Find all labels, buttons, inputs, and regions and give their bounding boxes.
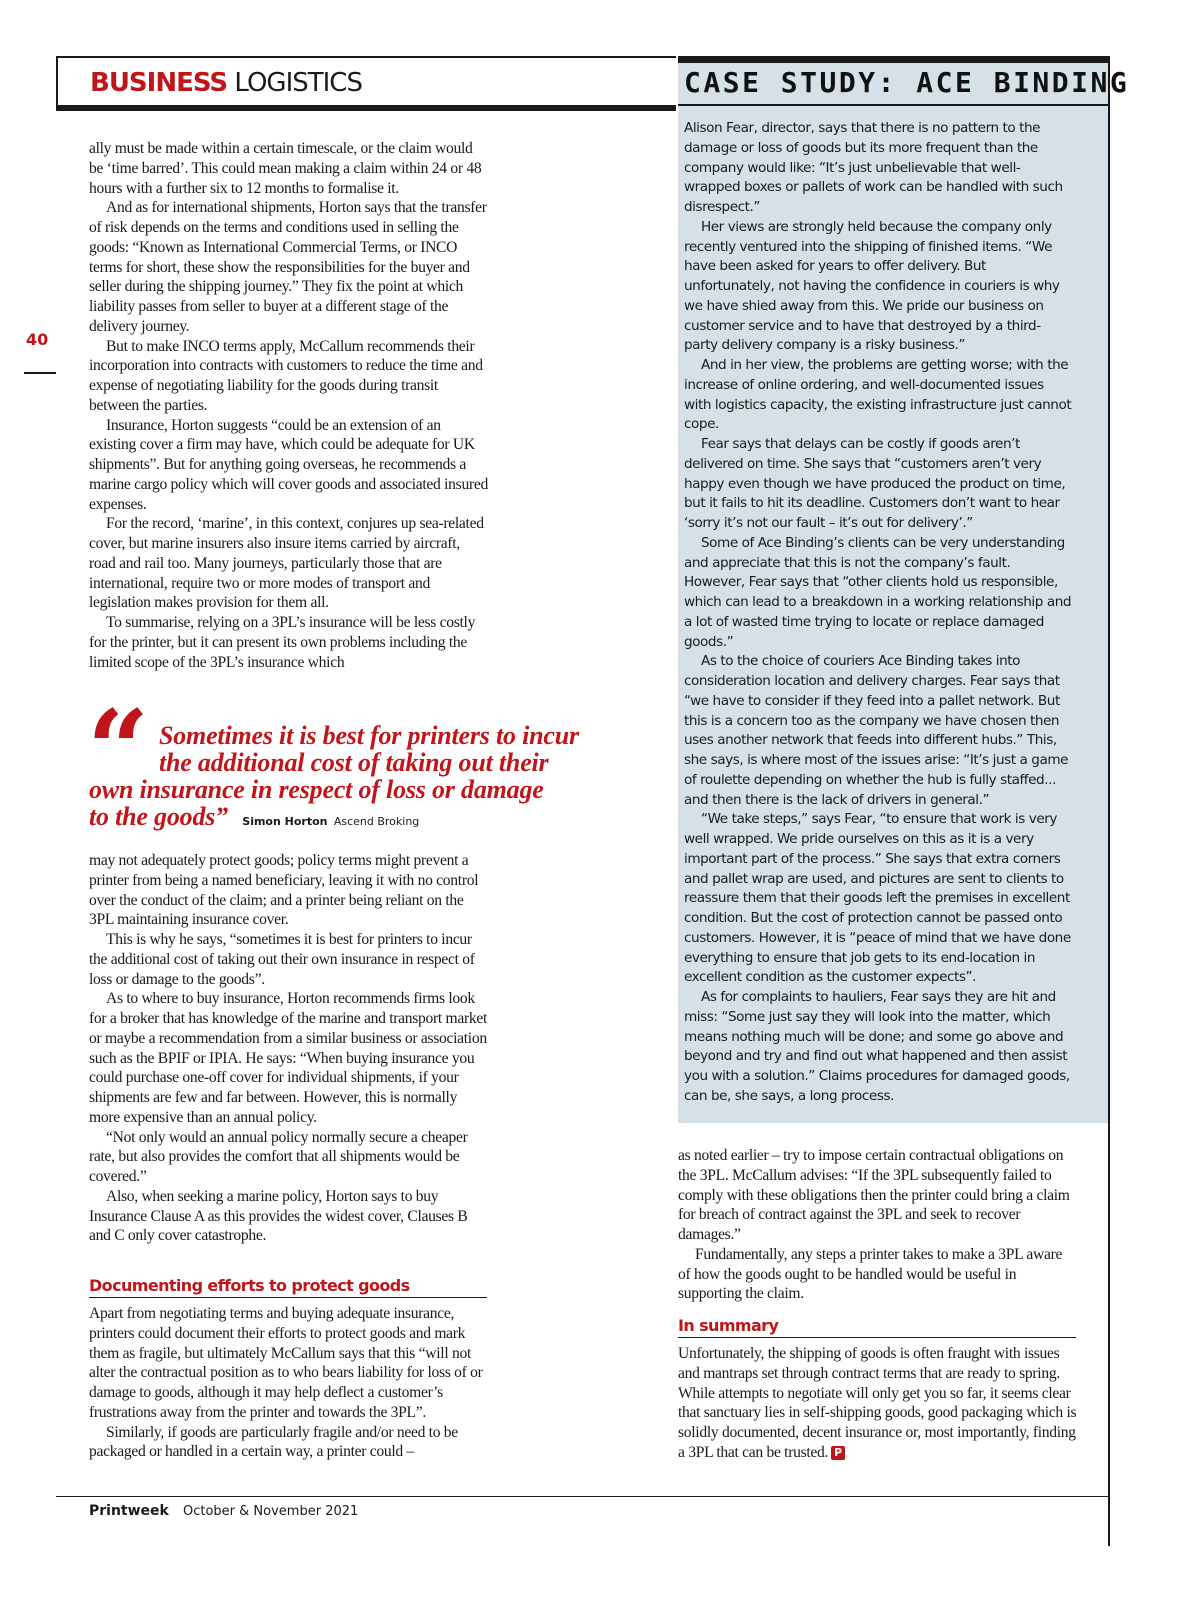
header-bottom-rule — [56, 105, 676, 111]
paragraph: as noted earlier – try to impose certain contractual obligations on the 3PL. McCallum advises: “If the 3PL subsequently failed to comply with these obligations then the printer could bring a claim for breach of contract against the 3PL and seek to recover damages.” — [678, 1147, 1070, 1243]
summary-text: Unfortunately, the shipping of goods is often fraught with issues and mantraps set through contract terms that are ready to spring. While attempts to negotiate will only get you so far, it seems clear that sanctuary lies in self-shipping goods, good packaging which is solidly documented, decent insurance or, most importantly, finding a 3PL that can be trusted. — [678, 1345, 1077, 1461]
section-header — [90, 66, 362, 100]
case-paragraph: Her views are strongly held because the company only recently ventured into the shipping of finished items. “We have been asked for years to offer delivery. But unfortunately, not having the confidence in couriers is why we have shied away from this. We pride our business on customer service and to have that destroyed by a third-party delivery company is a risky business.” — [684, 218, 1060, 354]
quote-author: Simon Horton — [242, 815, 328, 828]
case-study-body — [684, 119, 1074, 1107]
footer-date: October & November 2021 — [183, 1504, 359, 1519]
article-column-right-bottom — [678, 1146, 1078, 1304]
article-column-right-end — [678, 1344, 1078, 1463]
case-study-top-bar — [678, 56, 1110, 63]
paragraph: For the record, ‘marine’, in this context, conjures up sea-related cover, but marine insurers also insure items carried by aircraft, road and rail too. Many journeys, particularly those that are international, require two or more modes of transport and legislation makes provision for them all. — [89, 515, 484, 612]
paragraph: ally must be made within a certain timescale, or the claim would be ‘time barred’. This could mean making a claim within 24 or 48 hours with a further six to 12 months to formalise it. — [89, 140, 482, 197]
paragraph: Also, when seeking a marine policy, Horton says to buy Insurance Clause A as this provides the widest cover, Clauses B and C only cover catastrophe. — [89, 1187, 468, 1245]
paragraph: Insurance, Horton suggests “could be an extension of an existing cover a firm may have, which could be adequate for UK shipments”. But for anything going overseas, he recommends a marine cargo policy which will cover goods and associated insured expenses. — [89, 416, 488, 513]
subheading-summary: In summary — [678, 1316, 1076, 1338]
footer-rule — [56, 1496, 1110, 1497]
folio-tick — [24, 372, 56, 374]
paragraph: As to where to buy insurance, Horton recommends firms look for a broker that has knowledge of the marine and transport market or maybe a recommendation from a similar business or association such as the BPIF or IPIA. He says: “When buying insurance you could purchase one-off cover for individual shipments, if your shipments are few and far between. However, this is normally more expensive than an annual policy. — [89, 990, 488, 1126]
section-name: BUSINESS — [90, 68, 228, 98]
pull-quote — [87, 687, 669, 835]
footer-brand: Printweek — [89, 1503, 169, 1519]
case-paragraph: Some of Ace Binding’s clients can be very understanding and appreciate that this is not the company’s fault. However, Fear says that “other clients hold us responsible, which can lead to a breakdown in a working relationship and a lot of wasted time trying to locate or replace damaged goods.” — [684, 534, 1072, 650]
quote-mark-icon: “ — [87, 687, 150, 813]
case-paragraph: As for complaints to hauliers, Fear says they are hit and miss: “Some just say they will look into the matter, which means nothing much will be done; and some go above and beyond and try and find out what happened and then assist you with a solution.” Claims procedures for damaged goods, can be, she says, a long process. — [684, 989, 1070, 1104]
pull-quote-line: Sometimes it is best for printers to incur — [159, 721, 579, 750]
paragraph: may not adequately protect goods; policy terms might prevent a printer from being a named beneficiary, leaving it with no control over the conduct of the claim; and a printer being reliant on the 3PL maintaining insurance cover. — [89, 852, 479, 929]
case-study-title-rule — [678, 104, 1108, 106]
subheading-documenting: Documenting efforts to protect goods — [89, 1276, 487, 1298]
summary-paragraph — [678, 1344, 1078, 1463]
paragraph: And as for international shipments, Horton says that the transfer of risk depends on the terms and conditions used in selling the goods: “Known as International Commercial Terms, or INCO terms for short, these show the responsibilities for the buyer and seller during the shipping journey.” They fix the point at which liability passes from seller to buyer at a different stage of the delivery journey. — [89, 199, 487, 335]
pull-quote-line: the additional cost of taking out their — [159, 748, 549, 777]
pull-quote-line: own insurance in respect of loss or damage — [89, 775, 544, 804]
paragraph: Apart from negotiating terms and buying adequate insurance, printers could document their efforts to protect goods and mark them as fragile, but ultimately McCallum says that this “will not alter the contractual position as to who bears liability for loss of or damage to goods, although it may help deflect a customer’s frustrations away from the printer and towards the 3PL”. — [89, 1305, 483, 1421]
case-paragraph: “We take steps,” says Fear, “to ensure that work is very well wrapped. We pride ourselves on this as it is a very important part of the process.” She says that extra corners and pallet wrap are used, and pictures are sent to clients to reassure them that their goods left the premises in excellent condition. But the cost of protection cannot be passed onto customers. However, it is “peace of mind that we have done everything to ensure that job gets to its end-location in excellent condition as the customer expects”. — [684, 811, 1071, 986]
header-top-rule — [56, 56, 676, 58]
article-column-left-bottom — [89, 851, 489, 1246]
quote-organisation: Ascend Broking — [333, 815, 420, 828]
page-number: 40 — [26, 330, 49, 349]
paragraph: This is why he says, “sometimes it is best for printers to incur the additional cost of taking out their own insurance in respect of loss or damage to the goods”. — [89, 931, 475, 988]
case-paragraph: Alison Fear, director, says that there is no pattern to the damage or loss of goods but its more frequent than the company would like: “It’s just unbelievable that well-wrapped boxes or pallets of work can be handled with such disrespect.” — [684, 120, 1063, 215]
section-subname: LOGISTICS — [234, 68, 362, 98]
case-paragraph: As to the choice of couriers Ace Binding takes into consideration location and delivery charges. Fear says that “we have to consider if they feed into a pallet network. But this is a concern too as the company we have chosen then uses another network that feeds into different hubs.” This, she says, is where most of the issues arise: “It’s just a game of roulette depending on whether the hub is fully staffed... and then there is the lack of drivers in general.” — [684, 653, 1069, 808]
paragraph: Fundamentally, any steps a printer takes to make a 3PL aware of how the goods ought to be handled would be useful in supporting the claim. — [678, 1245, 1063, 1303]
paragraph: “Not only would an annual policy normally secure a cheaper rate, but also provides the comfort that all shipments would be covered.” — [89, 1128, 468, 1185]
header-left-rule — [56, 56, 58, 106]
end-mark-icon: P — [831, 1446, 845, 1460]
article-column-left-end — [89, 1304, 489, 1462]
paragraph: To summarise, relying on a 3PL’s insurance will be less costly for the printer, but it can present its own problems including the limited scope of the 3PL’s insurance which — [89, 614, 476, 671]
case-study-title: CASE STUDY: ACE BINDING — [684, 66, 1130, 99]
case-paragraph: Fear says that delays can be costly if goods aren’t delivered on time. She says that “customers aren’t very happy even though we have produced the product on time, but it fails to hit its deadline. Customers don’t want to hear ‘sorry it’s not our fault – it’s out for delivery’.” — [684, 436, 1066, 531]
page-footer — [89, 1503, 358, 1519]
paragraph: Similarly, if goods are particularly fragile and/or need to be packaged or handled in a certain way, a printer could – — [89, 1423, 458, 1461]
paragraph: But to make INCO terms apply, McCallum recommends their incorporation into contracts with customers to reduce the time and expense of negotiating liability for the goods during transit between the parties. — [89, 337, 483, 414]
pull-quote-text — [89, 722, 669, 835]
case-paragraph: And in her view, the problems are getting worse; with the increase of online ordering, and well-documented issues with logistics capacity, the existing infrastructure just cannot cope. — [684, 357, 1072, 433]
pull-quote-line: to the goods” — [89, 802, 228, 831]
page-right-rule — [1108, 56, 1110, 1546]
article-column-left-top — [89, 139, 489, 672]
